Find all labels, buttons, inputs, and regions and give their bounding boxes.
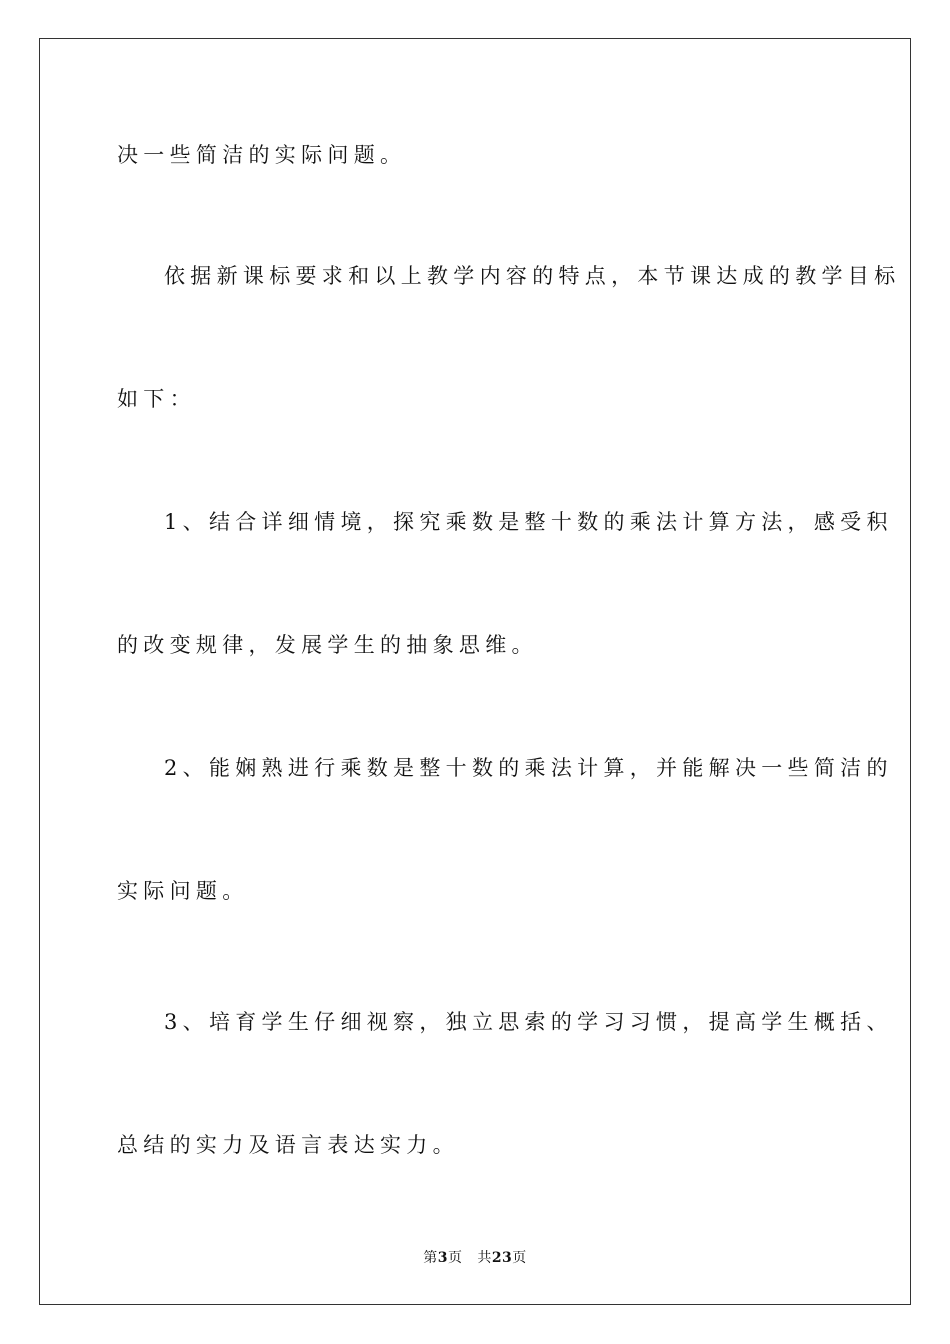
page-footer	[0, 1249, 950, 1267]
body-text-line-3: 如下：	[117, 387, 196, 411]
body-text-line-2: 依据新课标要求和以上教学内容的特点，本节课达成的教学目标	[164, 264, 901, 288]
body-text-line-7: 实际问题。	[117, 879, 249, 903]
footer-total-suffix: 页	[512, 1250, 527, 1266]
body-text-line-1: 决一些简洁的实际问题。	[117, 143, 407, 167]
footer-total-pages: 23	[491, 1250, 513, 1266]
body-text-line-6: 2、能娴熟进行乘数是整十数的乘法计算，并能解决一些简洁的	[164, 756, 893, 780]
footer-page-number: 3	[437, 1250, 448, 1266]
body-text-line-5: 的改变规律，发展学生的抽象思维。	[117, 633, 538, 657]
body-text-line-4: 1、结合详细情境，探究乘数是整十数的乘法计算方法，感受积	[164, 510, 893, 534]
body-text-line-9: 总结的实力及语言表达实力。	[117, 1133, 459, 1157]
footer-page-suffix: 页	[447, 1250, 463, 1266]
footer-page-prefix: 第	[423, 1250, 438, 1266]
body-text-line-8: 3、培育学生仔细视察，独立思索的学习习惯，提高学生概括、	[164, 1010, 893, 1034]
page-frame	[39, 38, 911, 1305]
footer-total-prefix: 共	[477, 1250, 492, 1266]
